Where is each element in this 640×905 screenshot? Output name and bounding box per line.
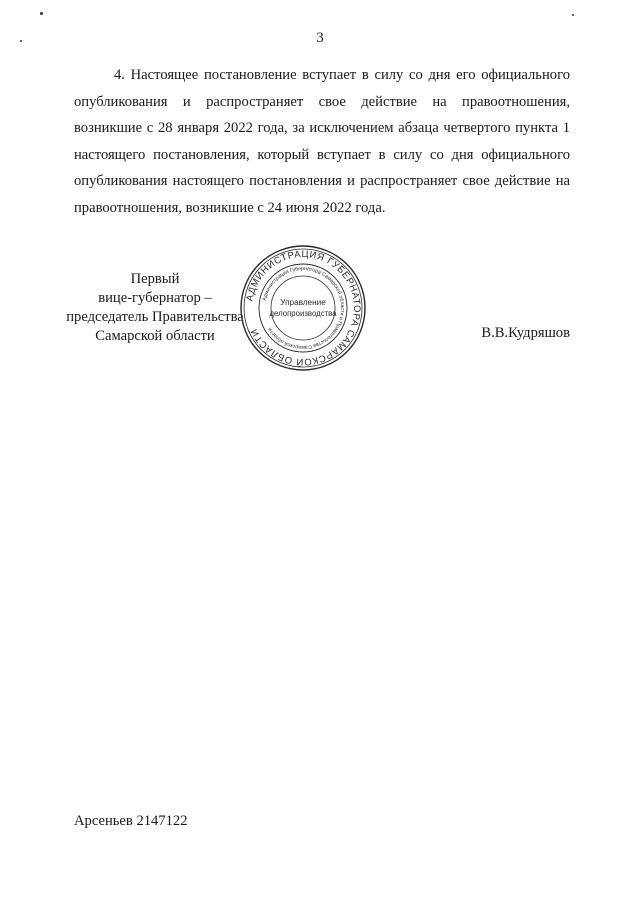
- stamp-center-line2: делопроизводства: [269, 309, 337, 318]
- signer-name: В.В.Кудряшов: [481, 325, 570, 341]
- stamp-outer-text: АДМИНИСТРАЦИЯ ГУБЕРНАТОРА САМАРСКОЙ ОБЛАСТИ: [244, 248, 363, 368]
- stamp-center-line1: Управление: [280, 298, 326, 307]
- signer-title: [52, 270, 258, 346]
- scan-speck: [572, 14, 574, 16]
- scan-speck: [40, 12, 43, 15]
- signer-title-line: вице-губернатор –: [98, 290, 212, 306]
- signer-title-line: Первый: [130, 271, 180, 287]
- signer-title-line: председатель Правительства: [66, 309, 244, 325]
- page-number: 3: [316, 30, 324, 46]
- paragraph-4: 4. Настоящее постановление вступает в силу со дня его официального опубликования и распространяет свое действие на правоотношения, возникшие с 28 января 2022 года, за исключением абзаца четвертого пункта 1 настоящего постановления, который вступает в силу со дня официального опубликования настоящего постановления и распространяет свое действие на правоотношения, возникшие с 24 июня 2022 года.: [74, 67, 570, 216]
- stamp-seal: [239, 243, 367, 373]
- official-stamp: [239, 243, 367, 373]
- stamp-inner-text: Администрация Губернатора Самарской области и Правительства Самарской области: [261, 265, 346, 351]
- footer-executor: Арсеньев 2147122: [74, 813, 188, 829]
- signer-title-line: Самарской области: [95, 328, 215, 344]
